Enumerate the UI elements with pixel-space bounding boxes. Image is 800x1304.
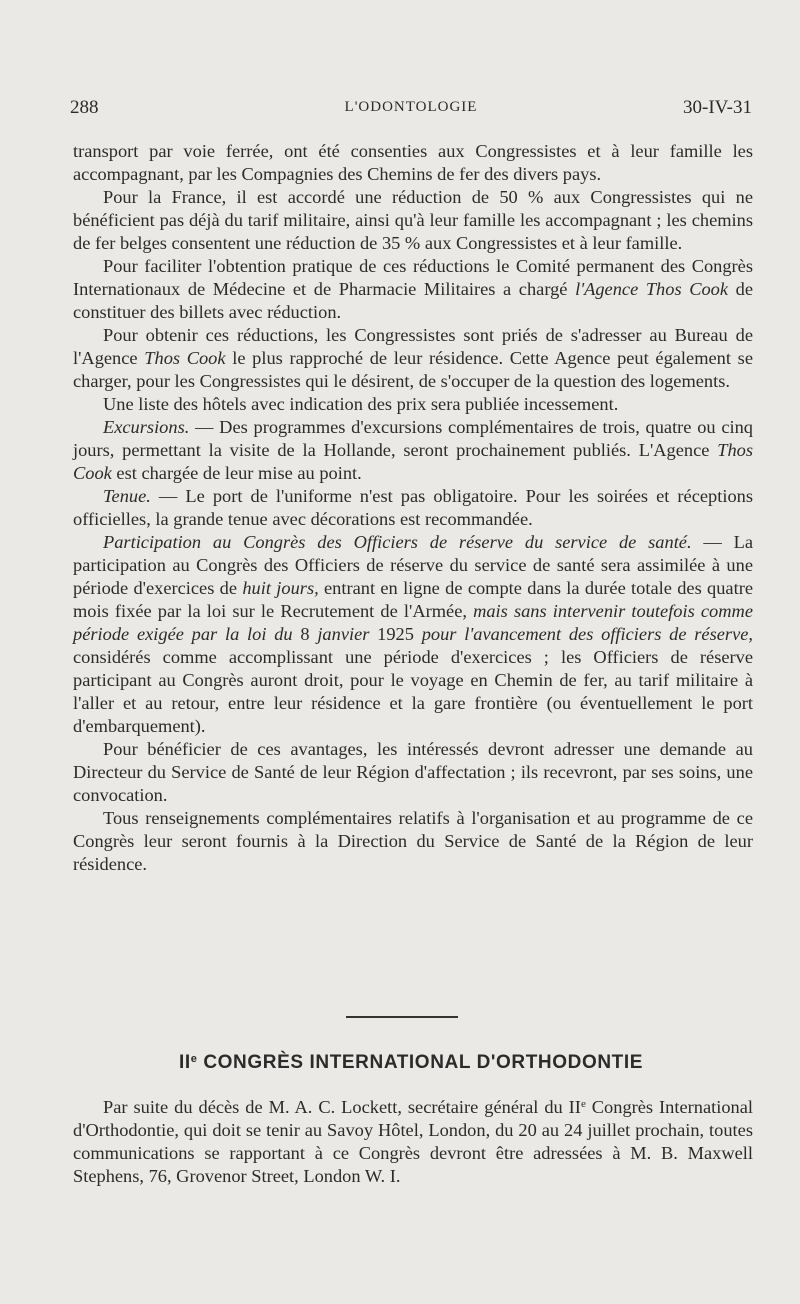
text-run: Congrès International d'Orthodontie, qui doit se tenir au Savoy Hôtel, London, du 20 au 24 juillet prochain, toutes communications se rapportant à ce Congrès devront être adressées à M. B. Maxwell Stephens, 76, Grovenor Street, London W. I. <box>73 1097 753 1186</box>
section-heading <box>70 1052 752 1074</box>
article-body <box>73 140 753 876</box>
italic-run: pour l'avancement des officiers de réserve, <box>421 624 753 644</box>
heading-superscript: e <box>190 1053 198 1065</box>
italic-run: Excursions. <box>103 417 190 437</box>
section-divider <box>346 1016 458 1018</box>
text-run: Pour obtenir ces réductions, les Congressistes sont priés de s'adresser au Bureau de l'Agence <box>73 325 753 368</box>
paragraph-reserve-officers <box>73 531 753 738</box>
italic-run: Thos Cook <box>73 440 753 483</box>
text-run: le plus rapproché de leur résidence. Cette Agence peut également se charger, pour les Congressistes qui le désirent, de s'occuper de la question des logements. <box>73 348 753 391</box>
text-run: Pour faciliter l'obtention pratique de ces réductions le Comité permanent des Congrès Internationaux de Médecine et de Pharmacie Militaires a chargé <box>73 256 753 299</box>
issue-date: 30-IV-31 <box>683 97 752 118</box>
text-run: — La participation au Congrès des Officiers de réserve du service de santé sera assimilée à une période d'exercices de <box>73 532 754 598</box>
text-run: de constituer des billets avec réduction. <box>73 279 753 322</box>
superscript: e <box>580 1098 586 1110</box>
italic-run: huit jours, <box>242 578 319 598</box>
italic-run: l'Agence Thos Cook <box>575 279 729 299</box>
heading-roman: II <box>178 1052 191 1073</box>
text-run: — Des programmes d'excursions complémentaires de trois, quatre ou cinq jours, permettant la visite de la Hollande, seront prochainement publiés. L'Agence <box>73 417 753 460</box>
paragraph-cook-agency <box>73 255 753 324</box>
paragraph-tenue <box>73 485 753 531</box>
italic-run: Tenue. <box>103 486 151 506</box>
text-run: 1925 <box>369 624 422 644</box>
running-title: L'ODONTOLOGIE <box>344 99 478 115</box>
paragraph-obtain-reductions <box>73 324 753 393</box>
page-header <box>70 97 752 127</box>
text-run: considérés comme accomplissant une période d'exercices ; les Officiers de réserve participant au Congrès auront droit, pour le voyage en Chemin de fer, au tarif militaire à l'aller et au retour, entre leur résidence et la gare frontière (ou éventuellement le port d'embarquement). <box>73 647 753 736</box>
text-run: Par suite du décès de M. A. C. Lockett, secrétaire général du II <box>103 1097 581 1117</box>
paragraph-hotels-list: Une liste des hôtels avec indication des prix sera publiée incessement. <box>103 394 619 414</box>
paragraph-orthodontie-congress <box>73 1096 753 1188</box>
paragraph-excursions <box>73 416 753 485</box>
heading-text: CONGRÈS INTERNATIONAL D'ORTHODONTIE <box>197 1052 643 1073</box>
italic-run: Participation au Congrès des Officiers de réserve du service de santé. <box>103 532 692 552</box>
italic-run: mais sans intervenir toutefois comme période exigée par la loi du <box>73 601 753 644</box>
text-run: 8 <box>292 624 318 644</box>
italic-run: Thos Cook <box>144 348 226 368</box>
paragraph-further-info: Tous renseignements complémentaires relatifs à l'organisation et au programme de ce Congrès leur seront fournis à la Direction du Service de Santé de la Région de leur résidence. <box>73 808 753 874</box>
section-body <box>73 1096 753 1188</box>
text-run: est chargée de leur mise au point. <box>111 463 362 483</box>
paragraph-benefit-request: Pour bénéficier de ces avantages, les intéressés devront adresser une demande au Directeur du Service de Santé de leur Région d'affectation ; ils recevront, par ses soins, une convocation. <box>73 739 753 805</box>
paragraph-transport: transport par voie ferrée, ont été consenties aux Congressistes et à leur famille les accompagnant, par les Compagnies des Chemins de fer des divers pays. <box>73 141 753 184</box>
page-number: 288 <box>70 97 99 118</box>
italic-run: janvier <box>317 624 370 644</box>
text-run: — Le port de l'uniforme n'est pas obligatoire. Pour les soirées et réceptions officielles, la grande tenue avec décorations est recommandée. <box>73 486 753 529</box>
paragraph-france-reduction: Pour la France, il est accordé une réduction de 50 % aux Congressistes qui ne bénéficient pas déjà du tarif militaire, ainsi qu'à leur famille les accompagnant ; les chemins de fer belges consentent une réduction de 35 % aux Congressistes et à leur famille. <box>73 187 753 253</box>
text-run: entrant en ligne de compte dans la durée totale des quatre mois fixée par la loi sur le Recrutement de l'Armée, <box>73 578 753 621</box>
